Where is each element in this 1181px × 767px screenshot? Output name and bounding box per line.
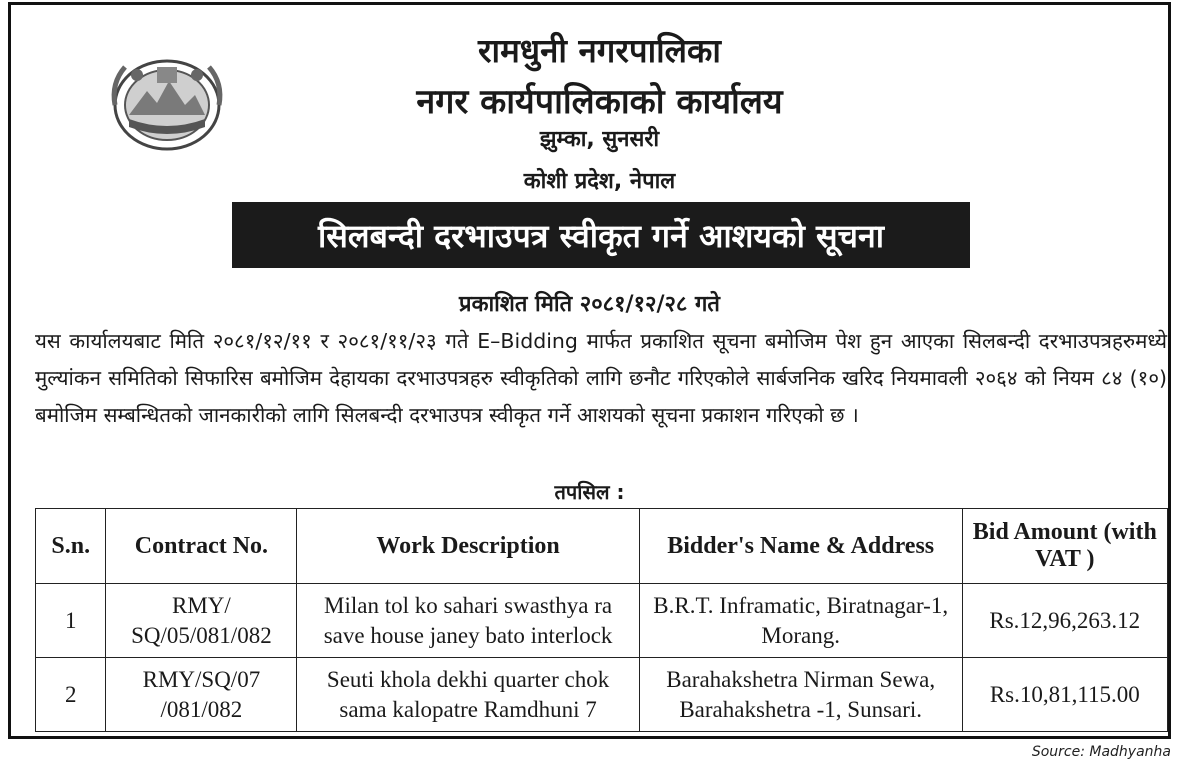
cell-bidder: B.R.T. Inframatic, Biratnagar-1, Morang.	[639, 584, 962, 658]
header-contract-no: Contract No.	[106, 509, 297, 584]
header-bid-amount: Bid Amount (with VAT )	[962, 509, 1167, 584]
details-label: तपसिल :	[554, 480, 625, 504]
table-header-row	[36, 509, 1168, 584]
office-location: झुम्का, सुनसरी	[539, 127, 660, 152]
cell-bid-amount: Rs.12,96,263.12	[962, 584, 1167, 658]
notice-title-banner: सिलबन्दी दरभाउपत्र स्वीकृत गर्ने आशयको सूचना	[232, 202, 970, 268]
cell-sn: 2	[36, 658, 106, 732]
header-sn: S.n.	[36, 509, 106, 584]
published-date: प्रकाशित मिति २०८१/१२/२८ गते	[459, 292, 720, 317]
cell-work-description: Milan tol ko sahari swasthya ra save house janey bato interlock	[297, 584, 639, 658]
cell-contract-no: RMY/SQ/07 /081/082	[106, 658, 297, 732]
office-name: नगर कार्यपालिकाको कार्यालय	[416, 82, 783, 122]
cell-sn: 1	[36, 584, 106, 658]
notice-body: यस कार्यालयबाट मिति २०८१/१२/११ र २०८१/११/२३ गते E–Bidding मार्फत प्रकाशित सूचना बमोजिम पेश हुन आएका सिलबन्दी दरभाउपत्रहरुमध्ये मुल्यांकन समितिको सिफारिस बमोजिम देहायका दरभाउपत्रहरु स्वीकृतिको लागि छनौट गरिएकोले सार्बजनिक खरिद नियमावली २०६४ को नियम ८४ (१०) बमोजिम सम्बन्धितको जानकारीको लागि सिलबन्दी दरभाउपत्र स्वीकृत गर्ने आशयको सूचना प्रकाशन गरिएको छ ।	[35, 329, 1167, 427]
table-row	[36, 584, 1168, 658]
cell-bidder: Barahakshetra Nirman Sewa, Barahakshetra -1, Sunsari.	[639, 658, 962, 732]
municipality-name: रामधुनी नगरपालिका	[478, 31, 721, 70]
cell-bid-amount: Rs.10,81,115.00	[962, 658, 1167, 732]
table-row	[36, 658, 1168, 732]
cell-contract-no: RMY/ SQ/05/081/082	[106, 584, 297, 658]
province-country: कोशी प्रदेश, नेपाल	[523, 169, 676, 194]
header-work-description: Work Description	[297, 509, 639, 584]
source-credit: Source: Madhyanha	[1031, 744, 1171, 760]
bid-table	[35, 508, 1168, 732]
cell-work-description: Seuti khola dekhi quarter chok sama kalopatre Ramdhuni 7	[297, 658, 639, 732]
header-bidder: Bidder's Name & Address	[639, 509, 962, 584]
notice-frame	[8, 2, 1171, 739]
